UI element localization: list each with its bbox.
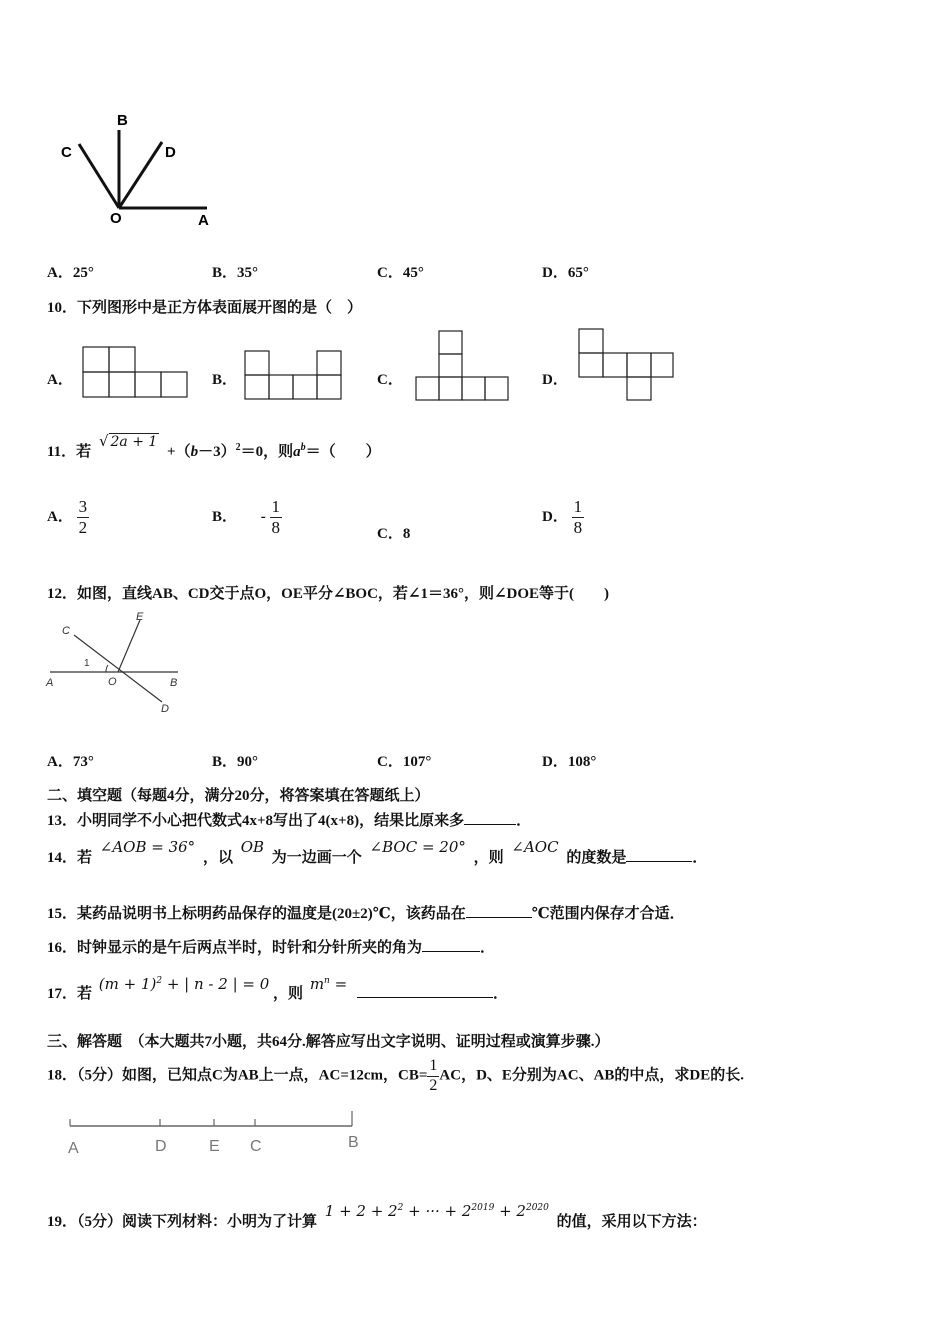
label-a: A	[46, 677, 54, 689]
q10-net-a	[82, 345, 188, 400]
label-b: B	[348, 1134, 359, 1151]
answer-blank	[466, 916, 532, 918]
label-c: C	[250, 1138, 262, 1155]
label-1: 1	[84, 658, 90, 669]
q13: 13．小明同学不小心把代数式4x+8写出了4(x+8)，结果比原来多 ．	[47, 813, 532, 829]
label-c: C	[61, 144, 72, 161]
q11-option-a: A． $\frac{3}{2}$	[47, 497, 88, 537]
label-e: E	[136, 611, 144, 623]
fraction: $\frac{1}{8}$	[573, 497, 583, 537]
section3-title: 三、解答题 （本大题共7小题，共64分.解答应写出文字说明、证明过程或演算步骤.）	[47, 1034, 610, 1050]
q12-figure	[44, 608, 184, 718]
answer-blank	[464, 823, 516, 825]
q9-option-c: C．45°	[377, 265, 424, 281]
label-d: D	[165, 144, 176, 161]
q10-option-c-label: C．	[377, 372, 403, 388]
label-o: O	[108, 676, 117, 688]
q11-option-c: C．8	[377, 526, 411, 542]
label-c: C	[62, 625, 70, 637]
q19-stem: 19．（5分）阅读下列材料：小明为了计算 $1 + 2 + 2^2$ + ··· + $2^{2019} + 2^{2020}$ 的值，采用以下方法：	[47, 1202, 707, 1230]
q10-option-b-label: B．	[212, 372, 238, 388]
label-b: B	[170, 677, 178, 689]
answer-blank	[422, 950, 480, 952]
q11-option-b: B． - $\frac{1}{8}$	[212, 497, 281, 537]
q19-sum-expression: $1 + 2 + 2^2$ + ··· + $2^{2019} + 2^{2020}$	[324, 1202, 549, 1220]
ray-oc	[79, 144, 119, 208]
q10-net-d	[577, 328, 675, 402]
label-e: E	[209, 1138, 220, 1155]
label-a: A	[68, 1140, 79, 1157]
q10-stem: 10．下列图形中是正方体表面展开图的是（ ）	[47, 300, 363, 316]
ray-oe	[118, 620, 140, 672]
angle-1-arc	[106, 665, 108, 672]
q9-option-a: A．25°	[47, 265, 94, 281]
fraction: $\frac{3}{2}$	[78, 497, 88, 537]
fraction-one-half: $\frac{1}{2}$	[429, 1057, 438, 1094]
q11-option-d: D． $\frac{1}{8}$	[542, 497, 583, 537]
q18-stem: 18．（5分）如图，已知点C为AB上一点，AC=12cm，CB= $\frac{1}{2}$ AC，D、E分别为AC、AB的中点，求DE的长.	[47, 1057, 745, 1094]
q10-option-a-label: A．	[47, 372, 73, 388]
q10-option-d-label: D．	[542, 372, 568, 388]
label-o: O	[110, 210, 122, 227]
q12-stem: 12．如图，直线AB、CD交于点O，OE平分∠BOC，若∠1＝36°，则∠DOE等于( )	[47, 586, 610, 602]
fraction: $\frac{1}{8}$	[271, 497, 281, 537]
label-d: D	[161, 703, 169, 715]
q17-m-pow-n: $m^n$ =	[309, 975, 348, 993]
answer-blank	[357, 996, 493, 998]
q11-stem: 11．若 √ $2a + 1 +(b-3)^2=0$，则$a^b=$（ ）	[47, 432, 381, 460]
q15: 15．某药品说明书上标明药品保存的温度是(20±2)℃，该药品在 ℃范围内保存才合适．	[47, 906, 685, 922]
q18-segment-figure	[62, 1108, 372, 1160]
q12-option-b: B．90°	[212, 754, 259, 770]
q9-angle-figure	[52, 108, 222, 233]
q17-expression: $(m + 1)^2$ + | n - 2 | = 0	[98, 975, 270, 993]
answer-blank	[626, 860, 692, 862]
q9-option-d: D．65°	[542, 265, 589, 281]
q16: 16．时钟显示的是午后两点半时，时针和分针所夹的角为 ．	[47, 940, 496, 956]
q14: 14．若 ∠AOB = 36° ，以 OB 为一边画一个 ∠BOC = 20° ，则 ∠AOC 的度数是 ．	[47, 838, 708, 866]
q10-net-b	[244, 350, 344, 402]
q10-net-c	[414, 330, 512, 402]
q12-option-c: C．107°	[377, 754, 432, 770]
section2-title: 二、填空题（每题4分，满分20分，将答案填在答题纸上）	[47, 788, 430, 804]
q12-option-d: D．108°	[542, 754, 597, 770]
q17: 17．若 $(m + 1)^2$ + | n - 2 | = 0 ，则 $m^n$ = ．	[47, 975, 508, 1002]
label-a: A	[198, 212, 209, 229]
label-b: B	[117, 112, 128, 129]
sqrt-expression: √ 2a + 1	[98, 432, 158, 450]
ray-od	[119, 142, 162, 208]
q12-option-a: A．73°	[47, 754, 94, 770]
q9-option-b: B．35°	[212, 265, 259, 281]
label-d: D	[155, 1138, 167, 1155]
